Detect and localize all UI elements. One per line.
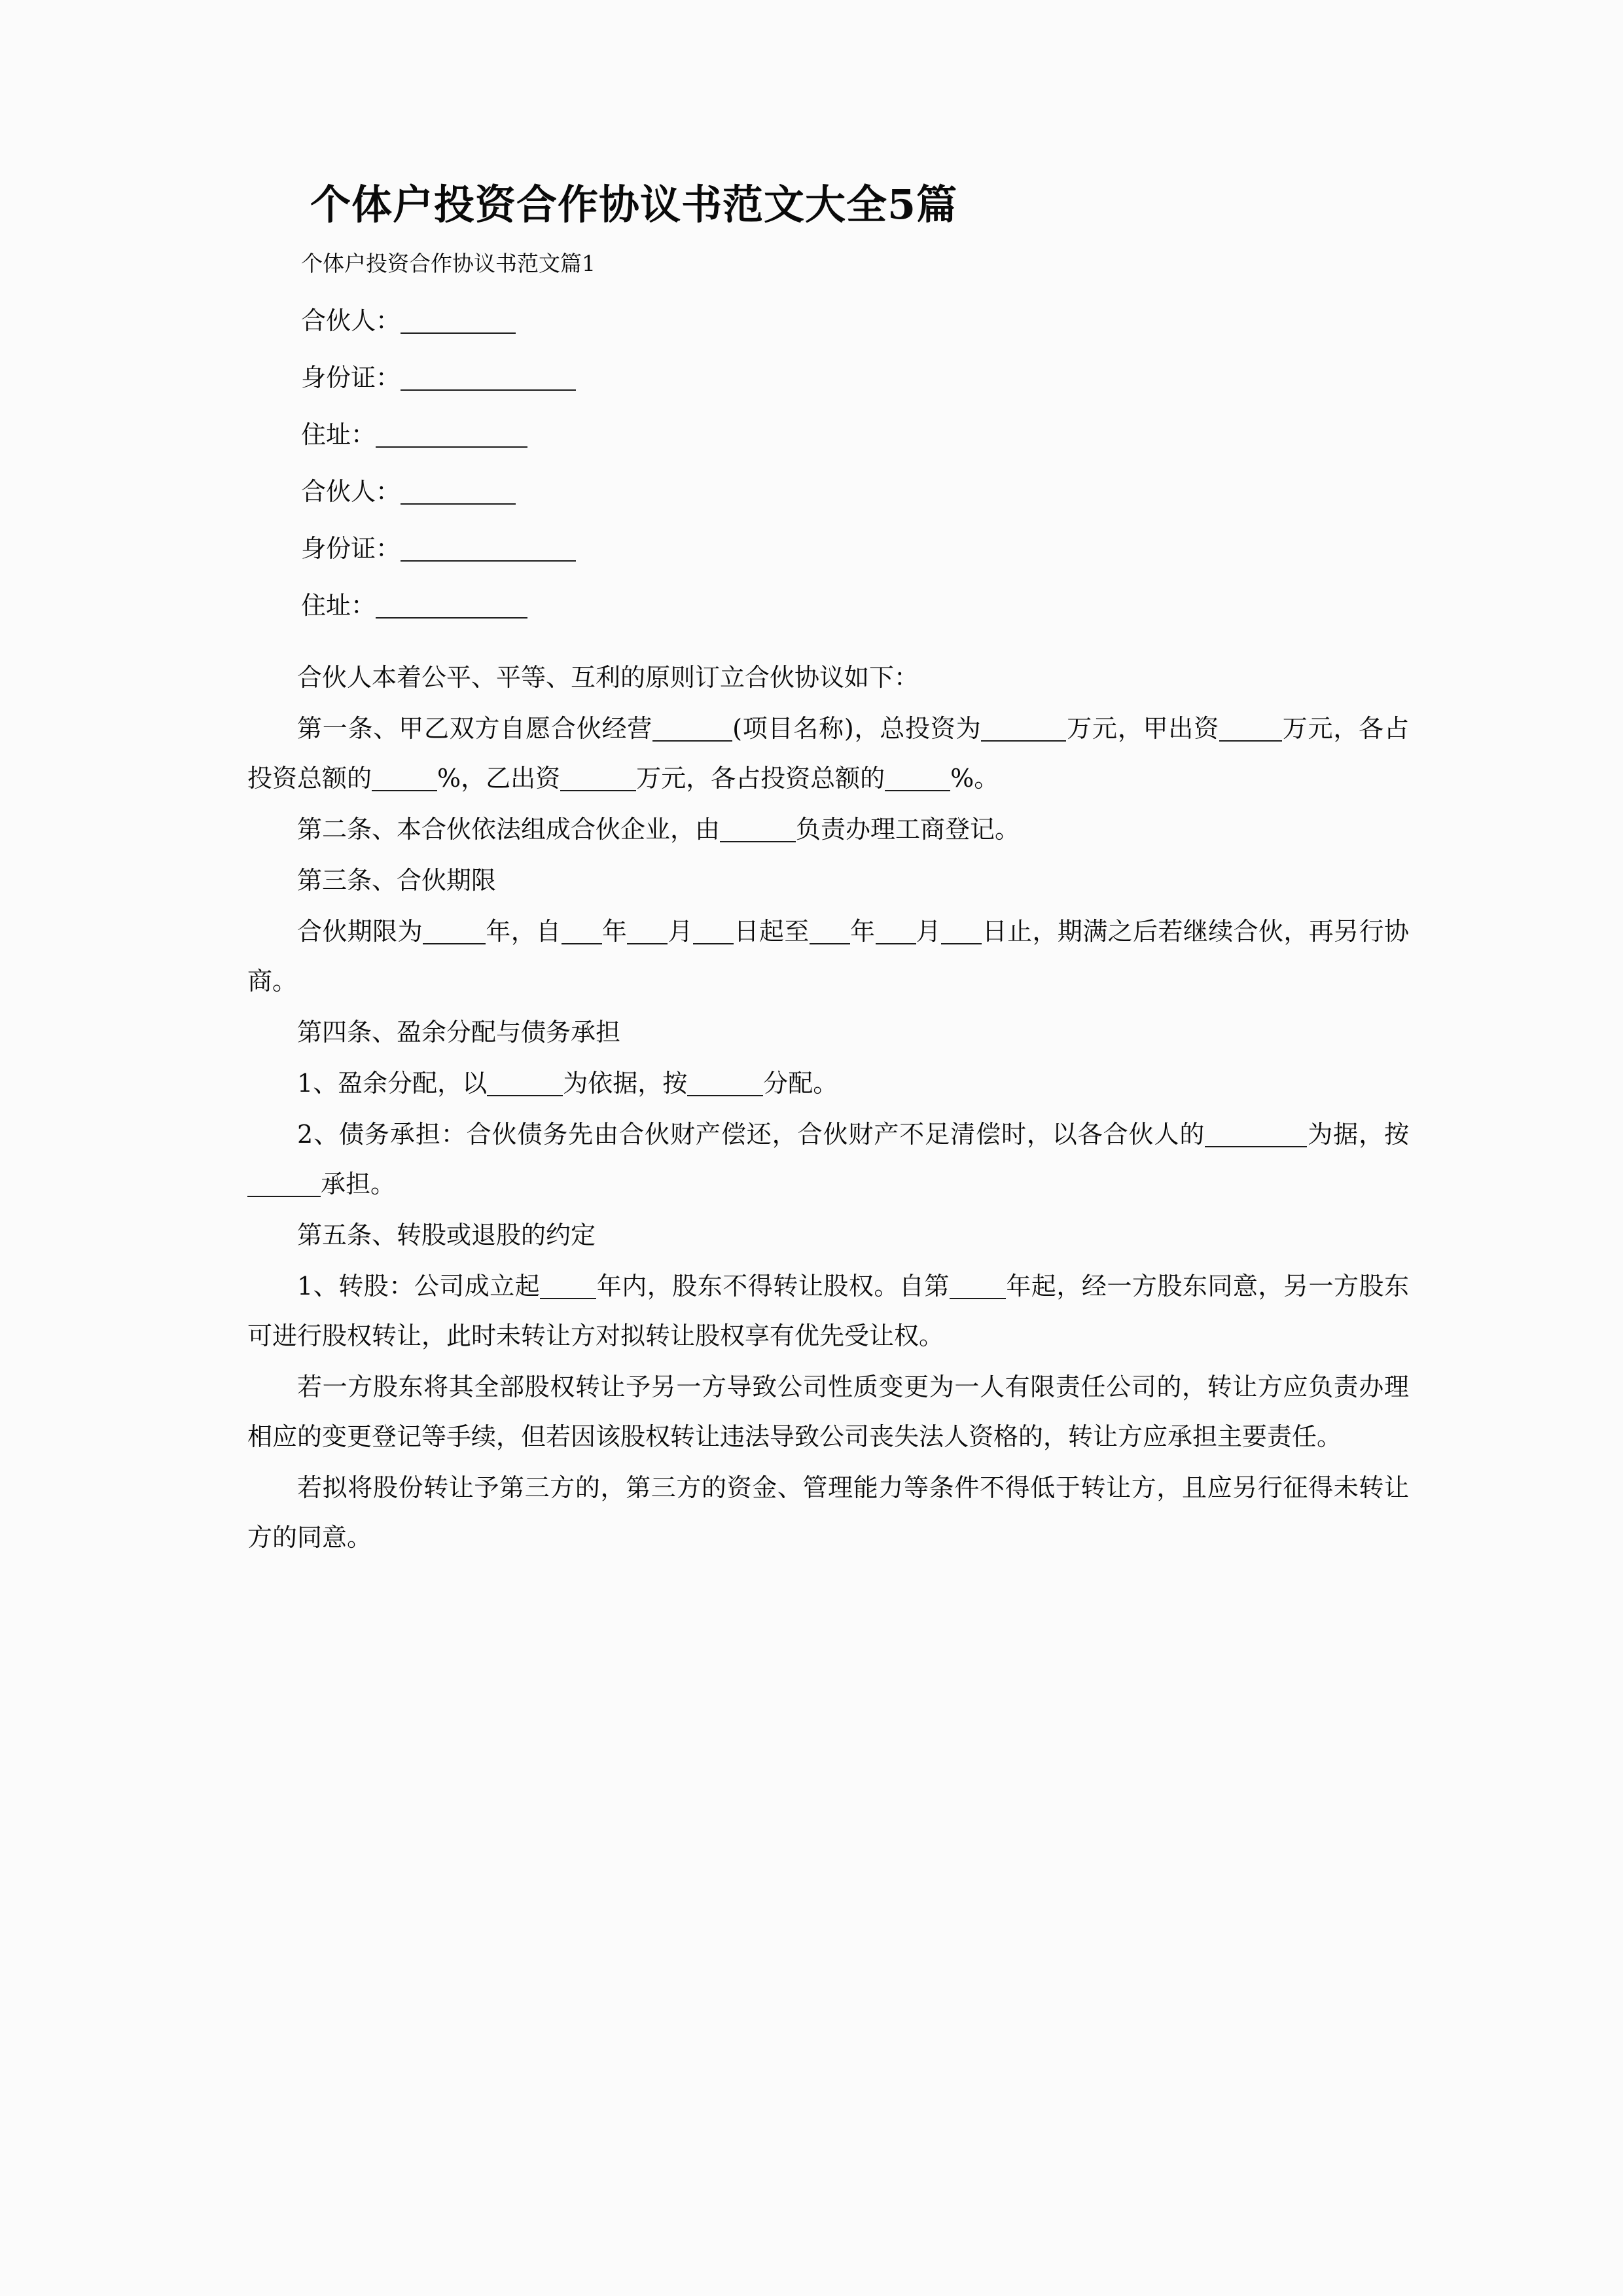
blank-debt-method[interactable]	[247, 1177, 321, 1197]
blank-project-name[interactable]	[652, 722, 732, 742]
field-row-address-1	[247, 422, 1409, 448]
article-1-seg-3: 万元，甲出资	[1066, 714, 1220, 743]
blank-party-a-amount[interactable]	[1219, 722, 1282, 742]
article-1-seg-1: 第一条、甲乙双方自愿合伙经营	[297, 714, 653, 743]
field-label-partner-2: 合伙人：	[301, 477, 401, 506]
blank-total-investment[interactable]	[981, 722, 1066, 742]
article-3-seg-6: 年	[849, 917, 876, 946]
article-5-para-3-text: 若拟将股份转让予第三方的，第三方的资金、管理能力等条件不得低于转让方，且应另行征得未转让方的同意。	[247, 1473, 1409, 1552]
field-row-partner-2	[247, 479, 1409, 505]
blank-start-day[interactable]	[693, 925, 734, 944]
paragraph-preamble	[247, 653, 1409, 702]
paragraph-article-5-para-3	[247, 1463, 1409, 1562]
article-1-seg-7: %。	[950, 764, 999, 793]
article-4-item-1-seg-3: 分配。	[763, 1069, 838, 1098]
paragraph-article-4-heading	[247, 1007, 1409, 1057]
article-3-seg-4: 月	[668, 917, 694, 946]
party-field-list	[247, 308, 1409, 619]
blank-lockup-years[interactable]	[540, 1280, 596, 1299]
blank-end-year[interactable]	[810, 925, 850, 944]
article-1-seg-2: (项目名称)，总投资为	[732, 714, 982, 743]
article-5-heading: 第五条、转股或退股的约定	[297, 1221, 596, 1249]
article-4-item-2-seg-2: 为据，按	[1307, 1120, 1409, 1149]
paragraph-article-5-heading	[247, 1210, 1409, 1260]
article-4-heading: 第四条、盈余分配与债务承担	[297, 1018, 621, 1047]
paragraph-article-3-heading	[247, 855, 1409, 905]
paragraph-article-2	[247, 804, 1409, 854]
blank-profit-basis[interactable]	[487, 1077, 563, 1096]
field-row-partner-1	[247, 308, 1409, 334]
article-3-heading: 第三条、合伙期限	[297, 866, 497, 895]
article-5-item-1-seg-1: 1、转股：公司成立起	[297, 1272, 541, 1300]
blank-party-b-amount[interactable]	[560, 772, 636, 791]
blank-line-id-1[interactable]	[401, 370, 576, 391]
paragraph-article-3-body	[247, 906, 1409, 1006]
article-3-seg-5: 日起至	[734, 917, 810, 946]
page-title: 个体户投资合作协议书范文大全5篇	[310, 181, 958, 228]
blank-end-month[interactable]	[876, 925, 916, 944]
article-2-seg-1: 第二条、本合伙依法组成合伙企业，由	[297, 815, 721, 844]
article-5-para-2-text: 若一方股东将其全部股权转让予另一方导致公司性质变更为一人有限责任公司的，转让方应负责办理相应的变更登记等手续，但若因该股权转让违法导致公司丧失法人资格的，转让方应承担主要责任。	[247, 1372, 1409, 1451]
blank-profit-method[interactable]	[687, 1077, 763, 1096]
article-3-seg-1: 合伙期限为	[297, 917, 423, 946]
field-label-address-2: 住址：	[301, 591, 376, 620]
blank-party-b-percent[interactable]	[885, 772, 950, 791]
article-2-seg-2: 负责办理工商登记。	[796, 815, 1020, 844]
paragraph-article-1	[247, 704, 1409, 803]
field-label-partner-1: 合伙人：	[301, 306, 401, 335]
blank-transfer-from-year[interactable]	[950, 1280, 1006, 1299]
blank-start-month[interactable]	[627, 925, 668, 944]
document-subtitle: 个体户投资合作协议书范文篇1	[301, 251, 596, 276]
blank-party-a-percent[interactable]	[372, 772, 437, 791]
field-label-id-1: 身份证：	[301, 363, 401, 392]
blank-start-year[interactable]	[562, 925, 602, 944]
paragraph-article-4-item-1	[247, 1058, 1409, 1108]
field-row-address-2	[247, 593, 1409, 619]
blank-line-partner-2[interactable]	[401, 484, 516, 505]
blank-line-address-2[interactable]	[376, 598, 527, 619]
blank-debt-basis[interactable]	[1205, 1128, 1307, 1147]
field-label-address-1: 住址：	[301, 420, 376, 449]
paragraph-article-5-item-1	[247, 1261, 1409, 1361]
article-5-item-1-seg-2: 年内，股东不得转让股权。自第	[596, 1272, 950, 1300]
article-4-item-2-seg-1: 2、债务承担：合伙债务先由合伙财产偿还，合伙财产不足清偿时，以各合伙人的	[297, 1120, 1205, 1149]
document-content	[247, 0, 1409, 1562]
paragraph-article-5-para-2	[247, 1362, 1409, 1462]
preamble-text: 合伙人本着公平、平等、互利的原则订立合伙协议如下：	[297, 663, 919, 692]
blank-line-partner-1[interactable]	[401, 313, 516, 334]
article-1-seg-6: 万元，各占投资总额的	[636, 764, 885, 793]
article-3-seg-8: 日止，期满之后若继续合伙，再另行协商。	[247, 917, 1409, 996]
blank-line-id-2[interactable]	[401, 541, 576, 562]
article-3-seg-3: 年	[601, 917, 628, 946]
blank-line-address-1[interactable]	[376, 427, 527, 448]
blank-end-day[interactable]	[941, 925, 982, 944]
blank-term-years[interactable]	[423, 925, 486, 944]
article-4-item-1-seg-1: 1、盈余分配，以	[297, 1069, 488, 1098]
article-4-item-1-seg-2: 为依据，按	[563, 1069, 688, 1098]
article-4-item-2-seg-3: 承担。	[321, 1170, 396, 1198]
field-label-id-2: 身份证：	[301, 534, 401, 563]
article-3-seg-7: 月	[916, 917, 942, 946]
article-5-item-1-seg-3: 年起，经一方股东同意，另一方股东可进行股权转让，此时未转让方对拟转让股权享有优先受让权。	[247, 1272, 1409, 1350]
article-1-seg-4: 万元，各占投资总额的	[247, 714, 1409, 793]
article-1-seg-5: %，乙出资	[437, 764, 561, 793]
paragraph-article-4-item-2	[247, 1109, 1409, 1209]
field-row-id-1	[247, 365, 1409, 391]
blank-registration-responsible[interactable]	[720, 823, 796, 842]
article-3-seg-2: 年，自	[485, 917, 562, 946]
field-row-id-2	[247, 536, 1409, 562]
